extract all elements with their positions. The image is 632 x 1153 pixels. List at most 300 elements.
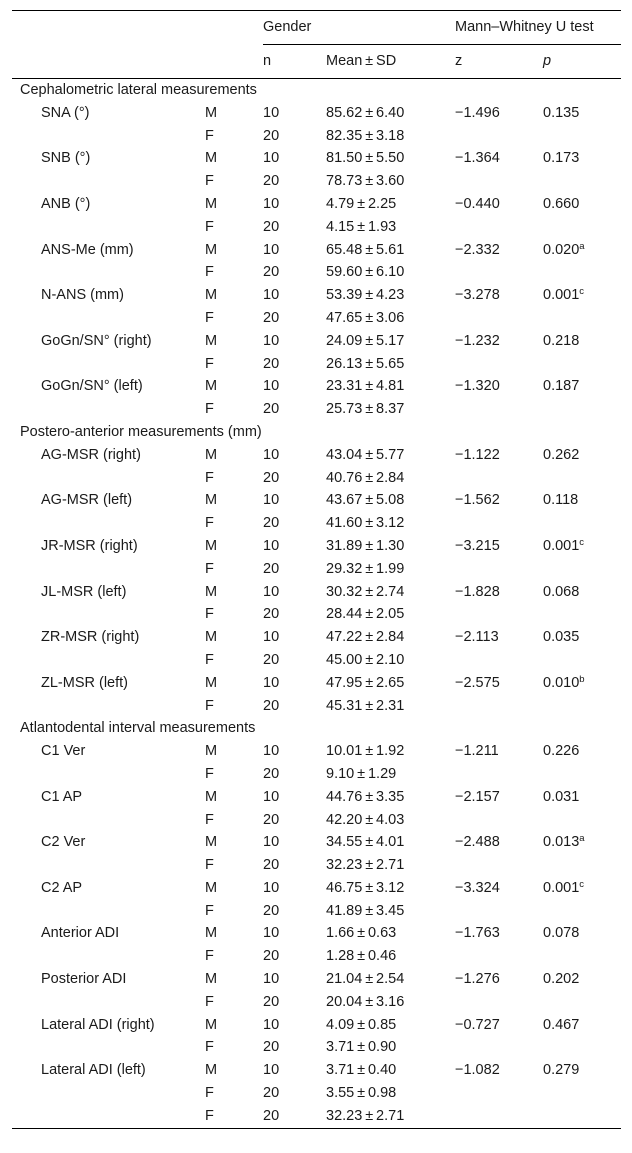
- measure-label-blank: [12, 763, 205, 786]
- p-value: 0.078: [543, 925, 580, 942]
- mean-sd-cell: 45.31 ± 2.31: [326, 697, 405, 714]
- measure-label-blank: [12, 558, 205, 581]
- sex-cell: F: [205, 560, 214, 577]
- section-title: Cephalometric lateral measurements: [20, 82, 257, 98]
- measure-label-blank: [12, 398, 205, 421]
- table-row: [12, 672, 621, 695]
- sex-cell: M: [205, 332, 218, 349]
- p-cell: [543, 398, 621, 421]
- mean-sd-cell: 34.55 ± 4.01: [326, 834, 405, 851]
- table-row: [12, 398, 621, 421]
- measure-label: JL-MSR (left): [41, 583, 127, 600]
- sex-cell: F: [205, 515, 214, 532]
- measure-label: ZL-MSR (left): [41, 674, 128, 691]
- header-p: p: [543, 45, 621, 79]
- z-cell: [455, 1105, 543, 1128]
- header-z: z: [455, 45, 543, 79]
- sex-cell: F: [205, 1105, 263, 1128]
- header-row-columns: [12, 45, 621, 79]
- p-cell: [543, 877, 621, 900]
- mean-sd-cell: 43.67 ± 5.08: [326, 492, 405, 509]
- measure-label-blank: [12, 649, 205, 672]
- p-value: 0.010: [543, 674, 580, 691]
- p-value: 0.068: [543, 583, 580, 600]
- n-cell: 20: [263, 173, 280, 190]
- mean-sd-cell: 85.62 ± 6.40: [326, 104, 405, 121]
- n-cell: 20: [263, 401, 280, 418]
- significance-marker: c: [579, 286, 585, 298]
- table-row: [12, 558, 621, 581]
- p-cell: [543, 831, 621, 854]
- z-cell: [455, 307, 543, 330]
- table-row: [12, 831, 621, 854]
- p-cell: [543, 239, 621, 262]
- mean-sd-cell: 31.89 ± 1.30: [326, 537, 405, 554]
- sex-cell: F: [205, 127, 214, 144]
- table-row: [12, 695, 621, 718]
- mean-sd-cell: 42.20 ± 4.03: [326, 811, 405, 828]
- table-row: [12, 786, 621, 809]
- sex-cell: M: [205, 971, 218, 988]
- sex-cell: M: [205, 104, 218, 121]
- measure-label-blank: [12, 603, 205, 626]
- mean-sd-cell: 59.60 ± 6.10: [326, 264, 405, 281]
- z-cell: [455, 125, 543, 148]
- p-cell: [543, 147, 621, 170]
- sex-cell: M: [205, 629, 218, 646]
- sex-cell: M: [205, 378, 218, 395]
- mean-sd-cell: 4.09 ± 0.85: [326, 1016, 397, 1033]
- sex-cell: M: [205, 879, 218, 896]
- n-cell: 10: [263, 925, 280, 942]
- mean-sd-cell: 30.32 ± 2.74: [326, 583, 405, 600]
- sex-cell: M: [205, 788, 218, 805]
- p-value: 0.202: [543, 971, 580, 988]
- z-cell: −1.211: [455, 743, 499, 760]
- sex-cell: M: [205, 241, 218, 258]
- p-value: 0.035: [543, 629, 580, 646]
- mean-sd-cell: 41.89 ± 3.45: [326, 902, 405, 919]
- p-cell: [543, 307, 621, 330]
- table-row: [12, 649, 621, 672]
- n-cell: 20: [263, 902, 280, 919]
- p-cell: [543, 125, 621, 148]
- significance-marker: b: [579, 673, 585, 685]
- measure-label: JR-MSR (right): [41, 537, 138, 554]
- sex-cell: F: [205, 1085, 214, 1102]
- p-value: 0.001: [543, 879, 580, 896]
- measure-label-blank: [12, 1036, 205, 1059]
- n-cell: 10: [263, 378, 280, 395]
- mean-sd-cell: 47.65 ± 3.06: [326, 309, 405, 326]
- n-cell: 20: [263, 515, 280, 532]
- mean-sd-cell: 3.71 ± 0.90: [326, 1039, 397, 1056]
- p-cell: [543, 626, 621, 649]
- z-cell: −2.488: [455, 834, 500, 851]
- table-row: [12, 147, 621, 170]
- p-value: 0.135: [543, 104, 580, 121]
- z-cell: [455, 353, 543, 376]
- z-cell: −1.276: [455, 971, 500, 988]
- sex-cell: F: [205, 902, 214, 919]
- sex-cell: F: [205, 697, 214, 714]
- table-row: [12, 877, 621, 900]
- table-row: [12, 945, 621, 968]
- table-row: [12, 968, 621, 991]
- n-cell: 20: [263, 606, 280, 623]
- table-row: [12, 603, 621, 626]
- section-title: Atlantodental interval measurements: [20, 720, 256, 737]
- table-row: [12, 1014, 621, 1037]
- measure-label: Lateral ADI (left): [41, 1062, 146, 1079]
- mean-sd-cell: 21.04 ± 2.54: [326, 971, 405, 988]
- mean-sd-cell: 25.73 ± 8.37: [326, 401, 405, 418]
- sex-cell: M: [205, 1016, 218, 1033]
- z-cell: [455, 649, 543, 672]
- table-row: [12, 193, 621, 216]
- n-cell: 20: [263, 811, 280, 828]
- sex-cell: F: [205, 218, 214, 235]
- p-cell: [543, 672, 621, 695]
- section-title: Postero-anterior measurements (mm): [20, 423, 262, 440]
- n-cell: 20: [263, 765, 280, 782]
- p-cell: [543, 603, 621, 626]
- measure-label: GoGn/SN° (right): [41, 332, 152, 349]
- mean-sd-cell: 3.55 ± 0.98: [326, 1085, 397, 1102]
- n-cell: 10: [263, 1016, 280, 1033]
- p-cell: [543, 193, 621, 216]
- p-value: 0.031: [543, 788, 580, 805]
- table-row: [12, 467, 621, 490]
- n-cell: 20: [263, 469, 280, 486]
- p-value: 0.013: [543, 834, 580, 851]
- n-cell: 10: [263, 537, 280, 554]
- p-cell: [543, 330, 621, 353]
- n-cell: 10: [263, 241, 280, 258]
- table-row: [12, 375, 621, 398]
- n-cell: 20: [263, 1039, 280, 1056]
- measure-label-blank: [12, 307, 205, 330]
- n-cell: 10: [263, 332, 280, 349]
- measure-label: ZR-MSR (right): [41, 629, 140, 646]
- z-cell: [455, 809, 543, 832]
- z-cell: [455, 398, 543, 421]
- mean-sd-cell: 78.73 ± 3.60: [326, 173, 405, 190]
- table-row: [12, 330, 621, 353]
- n-cell: 10: [263, 834, 280, 851]
- table-row: [12, 1082, 621, 1105]
- z-cell: −1.763: [455, 925, 500, 942]
- p-value: 0.020: [543, 241, 580, 258]
- measure-label-blank: [12, 854, 205, 877]
- n-cell: 10: [263, 971, 280, 988]
- n-cell: 10: [263, 446, 280, 463]
- mean-sd-cell: 1.28 ± 0.46: [326, 948, 397, 965]
- n-cell: 10: [263, 195, 280, 212]
- table-row: [12, 1105, 621, 1128]
- table-row: [12, 261, 621, 284]
- mean-sd-cell: 32.23 ± 2.71: [326, 1105, 455, 1128]
- sex-cell: F: [205, 765, 214, 782]
- measure-label-blank: [12, 1082, 205, 1105]
- sex-cell: F: [205, 857, 214, 874]
- p-cell: [543, 786, 621, 809]
- p-cell: [543, 444, 621, 467]
- p-cell: [543, 512, 621, 535]
- n-cell: 20: [263, 355, 280, 372]
- z-cell: −1.828: [455, 583, 500, 600]
- header-n: n: [263, 45, 326, 79]
- z-cell: [455, 216, 543, 239]
- z-cell: −3.215: [455, 537, 500, 554]
- mean-sd-cell: 41.60 ± 3.12: [326, 515, 405, 532]
- sex-cell: F: [205, 401, 214, 418]
- n-cell: 10: [263, 150, 280, 167]
- measure-label: SNA (°): [41, 104, 90, 121]
- sex-cell: F: [205, 173, 214, 190]
- z-cell: [455, 900, 543, 923]
- table-row: [12, 489, 621, 512]
- measure-label-blank: [12, 1105, 205, 1128]
- section-header-row: [12, 79, 621, 102]
- section-header-row: [12, 717, 621, 740]
- mean-sd-cell: 26.13 ± 5.65: [326, 355, 405, 372]
- p-value: 0.226: [543, 743, 580, 760]
- sex-cell: M: [205, 743, 218, 760]
- p-cell: [543, 467, 621, 490]
- p-cell: [543, 558, 621, 581]
- p-cell: [543, 1082, 621, 1105]
- mean-sd-cell: 47.22 ± 2.84: [326, 629, 405, 646]
- sex-cell: F: [205, 993, 214, 1010]
- n-cell: 10: [263, 104, 280, 121]
- sex-cell: M: [205, 674, 218, 691]
- table-row: [12, 626, 621, 649]
- mean-sd-cell: 40.76 ± 2.84: [326, 469, 405, 486]
- n-cell: 20: [263, 651, 280, 668]
- n-cell: 20: [263, 1105, 326, 1128]
- p-value: 0.001: [543, 287, 580, 304]
- table-row: [12, 809, 621, 832]
- z-cell: −3.324: [455, 879, 500, 896]
- p-cell: [543, 1036, 621, 1059]
- measure-label: AG-MSR (left): [41, 492, 133, 509]
- measure-label: ANS-Me (mm): [41, 241, 134, 258]
- z-cell: [455, 467, 543, 490]
- n-cell: 20: [263, 309, 280, 326]
- mean-sd-cell: 4.15 ± 1.93: [326, 218, 397, 235]
- p-value: 0.001: [543, 537, 580, 554]
- sex-cell: M: [205, 583, 218, 600]
- table-row: [12, 239, 621, 262]
- n-cell: 20: [263, 993, 280, 1010]
- table-row: [12, 854, 621, 877]
- p-cell: [543, 353, 621, 376]
- z-cell: −1.562: [455, 492, 500, 509]
- sex-cell: M: [205, 1062, 218, 1079]
- measure-label-blank: [12, 353, 205, 376]
- p-cell: [543, 216, 621, 239]
- measure-label-blank: [12, 125, 205, 148]
- sex-cell: M: [205, 150, 218, 167]
- table-row: [12, 512, 621, 535]
- z-cell: −2.332: [455, 241, 500, 258]
- table-row: [12, 353, 621, 376]
- sex-cell: F: [205, 651, 214, 668]
- table-row: [12, 900, 621, 923]
- measure-label: AG-MSR (right): [41, 446, 141, 463]
- measure-label-blank: [12, 945, 205, 968]
- z-cell: [455, 558, 543, 581]
- mean-sd-cell: 53.39 ± 4.23: [326, 287, 405, 304]
- p-cell: [543, 581, 621, 604]
- significance-marker: a: [579, 240, 585, 252]
- table-row: [12, 444, 621, 467]
- p-cell: [543, 261, 621, 284]
- n-cell: 10: [263, 287, 280, 304]
- table-row: [12, 170, 621, 193]
- table-row: [12, 1036, 621, 1059]
- table-body: [12, 79, 621, 1129]
- mean-sd-cell: 4.79 ± 2.25: [326, 195, 397, 212]
- measure-label-blank: [12, 991, 205, 1014]
- n-cell: 20: [263, 560, 280, 577]
- p-cell: [543, 854, 621, 877]
- p-cell: [543, 535, 621, 558]
- header-blank: [12, 45, 205, 79]
- sex-cell: M: [205, 446, 218, 463]
- z-cell: −0.727: [455, 1016, 500, 1033]
- mean-sd-cell: 82.35 ± 3.18: [326, 127, 405, 144]
- table-row: [12, 307, 621, 330]
- n-cell: 10: [263, 743, 280, 760]
- z-cell: [455, 854, 543, 877]
- p-value: 0.187: [543, 378, 580, 395]
- z-cell: [455, 945, 543, 968]
- header-blank: [12, 11, 205, 45]
- sex-cell: M: [205, 492, 218, 509]
- p-cell: [543, 922, 621, 945]
- mean-sd-cell: 9.10 ± 1.29: [326, 765, 397, 782]
- mean-sd-cell: 23.31 ± 4.81: [326, 378, 405, 395]
- sex-cell: F: [205, 1039, 214, 1056]
- mean-sd-cell: 44.76 ± 3.35: [326, 788, 405, 805]
- header-gender: Gender: [263, 11, 455, 45]
- n-cell: 10: [263, 492, 280, 509]
- table-row: [12, 922, 621, 945]
- p-cell: [543, 809, 621, 832]
- mean-sd-cell: 65.48 ± 5.61: [326, 241, 405, 258]
- header-mean-sd: Mean ± SD: [326, 45, 455, 79]
- mean-sd-cell: 24.09 ± 5.17: [326, 332, 405, 349]
- section-header-row: [12, 421, 621, 444]
- z-cell: −2.157: [455, 788, 500, 805]
- p-value: 0.173: [543, 150, 580, 167]
- z-cell: [455, 512, 543, 535]
- mean-sd-cell: 29.32 ± 1.99: [326, 560, 405, 577]
- n-cell: 10: [263, 583, 280, 600]
- measure-label: GoGn/SN° (left): [41, 378, 143, 395]
- p-value: 0.262: [543, 446, 580, 463]
- measure-label: Posterior ADI: [41, 971, 127, 988]
- n-cell: 20: [263, 697, 280, 714]
- p-value: 0.118: [543, 492, 579, 509]
- n-cell: 20: [263, 127, 280, 144]
- n-cell: 20: [263, 218, 280, 235]
- p-value: 0.660: [543, 195, 580, 212]
- sex-cell: F: [205, 606, 214, 623]
- n-cell: 10: [263, 788, 280, 805]
- n-cell: 10: [263, 629, 280, 646]
- mean-sd-cell: 46.75 ± 3.12: [326, 879, 405, 896]
- measure-label-blank: [12, 695, 205, 718]
- z-cell: [455, 603, 543, 626]
- measure-label: C2 AP: [41, 879, 83, 896]
- n-cell: 10: [263, 1062, 280, 1079]
- z-cell: −1.496: [455, 104, 500, 121]
- p-cell: [543, 649, 621, 672]
- measure-label: ANB (°): [41, 195, 91, 212]
- table-row: [12, 581, 621, 604]
- n-cell: 10: [263, 879, 280, 896]
- z-cell: −1.232: [455, 332, 500, 349]
- statistics-table: [12, 10, 621, 1129]
- measure-label-blank: [12, 216, 205, 239]
- measure-label: C2 Ver: [41, 834, 86, 851]
- mean-sd-cell: 1.66 ± 0.63: [326, 925, 397, 942]
- z-cell: −3.278: [455, 287, 500, 304]
- measure-label: N-ANS (mm): [41, 287, 124, 304]
- sex-cell: F: [205, 355, 214, 372]
- header-mann-whitney: Mann–Whitney U test: [455, 11, 621, 45]
- z-cell: [455, 695, 543, 718]
- measure-label: Anterior ADI: [41, 925, 120, 942]
- z-cell: [455, 1036, 543, 1059]
- n-cell: 20: [263, 264, 280, 281]
- p-value: 0.467: [543, 1016, 580, 1033]
- mean-sd-cell: 32.23 ± 2.71: [326, 857, 405, 874]
- z-cell: −2.575: [455, 674, 500, 691]
- table-row: [12, 991, 621, 1014]
- measure-label-blank: [12, 467, 205, 490]
- measure-label: Lateral ADI (right): [41, 1016, 155, 1033]
- p-value: 0.279: [543, 1062, 580, 1079]
- sex-cell: M: [205, 834, 218, 851]
- table-row: [12, 740, 621, 763]
- mean-sd-cell: 10.01 ± 1.92: [326, 743, 405, 760]
- z-cell: [455, 1082, 543, 1105]
- p-cell: [543, 763, 621, 786]
- measure-label-blank: [12, 809, 205, 832]
- p-cell: [543, 284, 621, 307]
- z-cell: −1.082: [455, 1062, 500, 1079]
- z-cell: −0.440: [455, 195, 500, 212]
- p-cell: [543, 900, 621, 923]
- p-cell: [543, 991, 621, 1014]
- z-cell: −1.364: [455, 150, 500, 167]
- sex-cell: F: [205, 264, 214, 281]
- table-row: [12, 763, 621, 786]
- z-cell: [455, 261, 543, 284]
- sex-cell: M: [205, 925, 218, 942]
- mean-sd-cell: 81.50 ± 5.50: [326, 150, 405, 167]
- p-cell: [543, 945, 621, 968]
- p-cell: [543, 1105, 621, 1128]
- p-cell: [543, 1014, 621, 1037]
- measure-label: C1 Ver: [41, 743, 86, 760]
- mean-sd-cell: 47.95 ± 2.65: [326, 674, 405, 691]
- header-blank: [205, 45, 263, 79]
